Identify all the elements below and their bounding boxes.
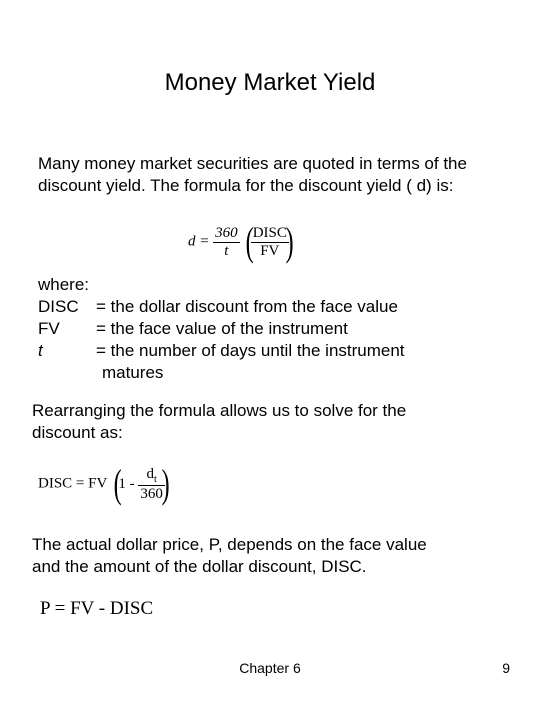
discount-yield-formula	[188, 219, 296, 264]
page-number: 9	[502, 660, 510, 676]
formula1-inner-denominator: FV	[251, 242, 289, 260]
definition-desc: = the number of days until the instrument	[96, 341, 405, 360]
left-paren: (	[113, 461, 122, 506]
price-text	[32, 534, 427, 578]
formula1-fraction-360-t	[213, 225, 240, 260]
definition-continuation: matures	[102, 363, 164, 382]
intro-line-1: Many money market securities are quoted in terms of the	[38, 154, 467, 173]
formula2-one: 1 -	[118, 475, 135, 492]
footer-chapter: Chapter 6	[239, 660, 301, 676]
definition-row	[38, 296, 405, 318]
rearrange-text	[32, 400, 406, 444]
discount-formula	[38, 461, 172, 506]
slide-title: Money Market Yield	[164, 69, 376, 96]
definition-desc: = the dollar discount from the face value	[96, 297, 398, 316]
definition-term: t	[38, 341, 43, 360]
definition-row	[38, 318, 405, 340]
definition-term: FV	[38, 319, 60, 338]
rearrange-line-1: Rearranging the formula allows us to solve for the	[32, 401, 407, 420]
price-line-1: The actual dollar price, P, depends on the face value	[32, 535, 427, 554]
formula2-d: d	[146, 465, 154, 482]
where-label: where:	[38, 275, 90, 294]
price-formula: P = FV - DISC	[40, 598, 154, 619]
formula2-lhs: DISC = FV	[38, 475, 108, 492]
formula2-denominator: 360	[140, 485, 163, 502]
rearrange-line-2: discount as:	[32, 423, 123, 442]
definition-row	[38, 340, 405, 362]
formula1-inner-numerator: DISC	[252, 224, 287, 241]
price-line-2: and the amount of the dollar discount, DISC.	[32, 557, 367, 576]
formula1-denominator: t	[213, 242, 240, 260]
right-paren: )	[161, 461, 170, 506]
left-paren: (	[246, 219, 255, 264]
formula2-subscript: t	[154, 473, 157, 485]
definition-desc: = the face value of the instrument	[96, 319, 348, 338]
formula1-numerator: 360	[215, 224, 238, 241]
right-paren: )	[285, 219, 294, 264]
definition-term: DISC	[38, 297, 79, 316]
formula1-fraction-disc-fv	[251, 225, 289, 260]
intro-line-2: discount yield. The formula for the discount yield ( d) is:	[38, 176, 454, 195]
definition-list	[38, 296, 405, 384]
intro-text	[38, 153, 467, 197]
formula1-lhs: d =	[188, 233, 210, 250]
